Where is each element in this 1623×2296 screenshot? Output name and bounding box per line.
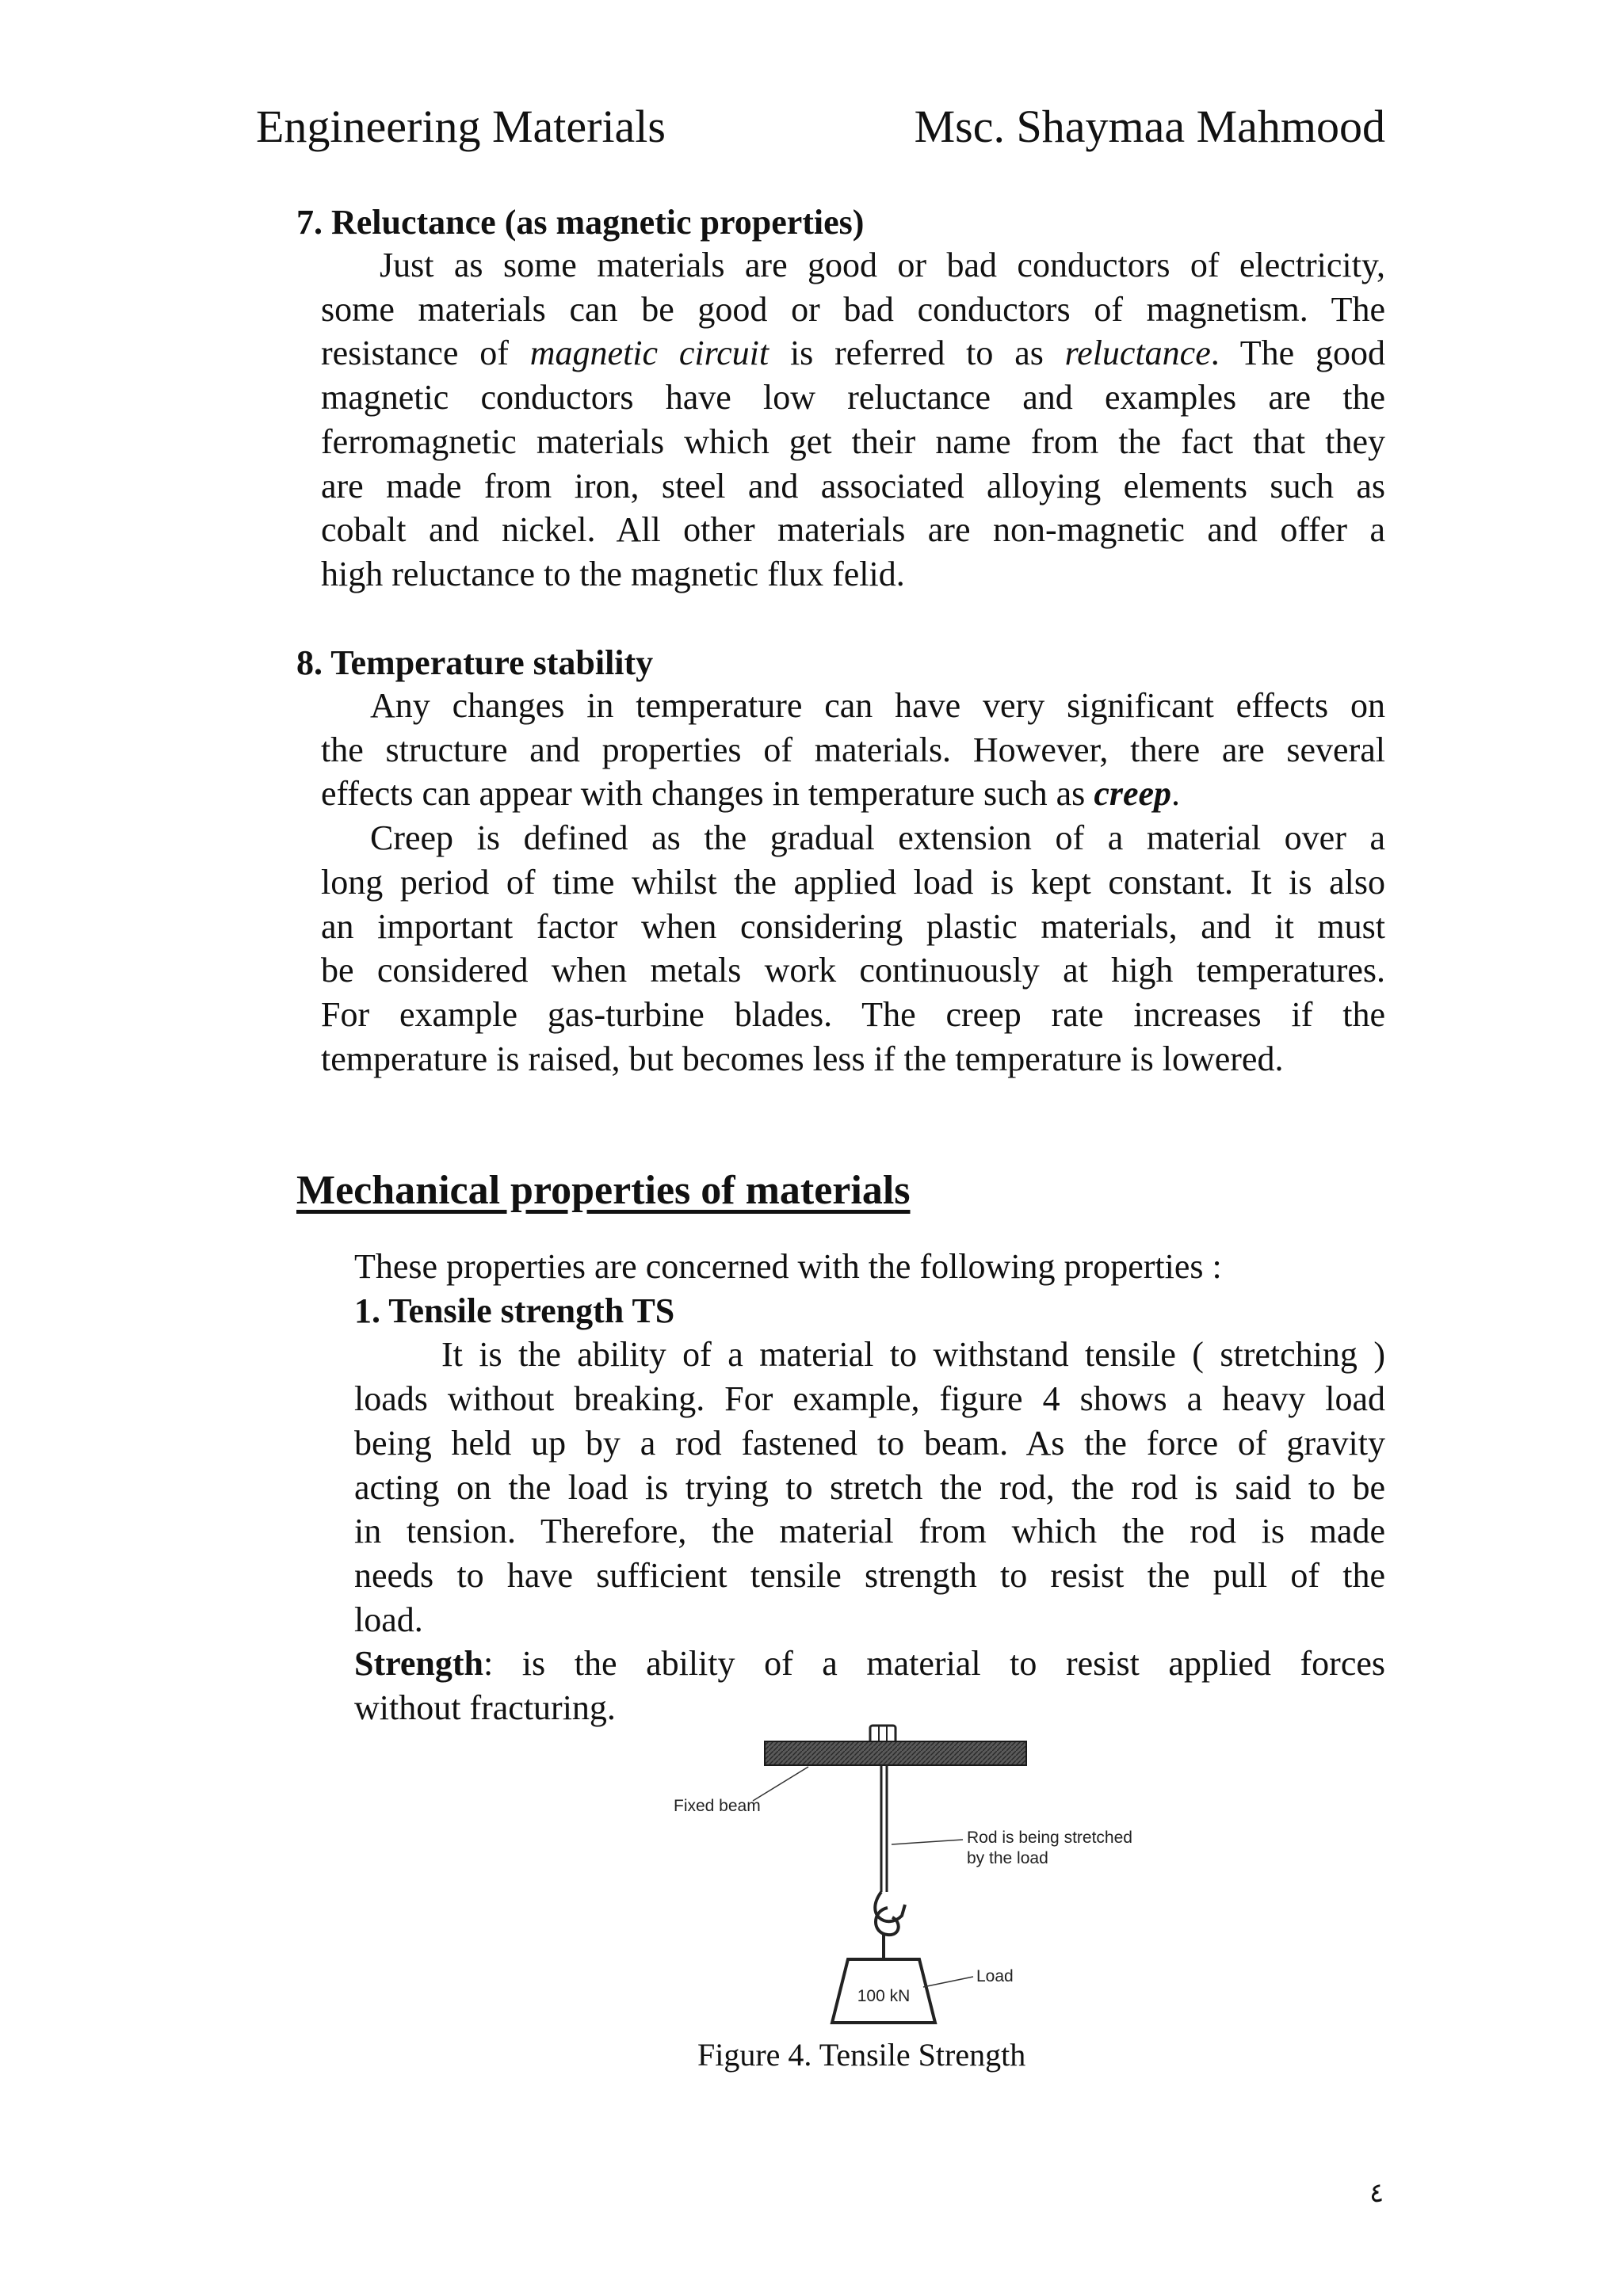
text-line: magnetic conductors have low reluctance and examples are the [321, 378, 1385, 418]
text-line: temperature is raised, but becomes less if the temperature is lowered. [321, 1039, 1284, 1078]
section-temperature-body [321, 684, 1385, 1081]
text-line: long period of time whilst the applied load is kept constant. It is also [321, 862, 1385, 902]
text-line: are made from iron, steel and associated alloying elements such as [321, 466, 1385, 505]
section-temperature-title: 8. Temperature stability [296, 643, 654, 682]
page-number: ٤ [1369, 2179, 1384, 2208]
label-rod-line2: by the load [967, 1849, 1048, 1867]
text-line [321, 331, 1385, 376]
section-reluctance-title: 7. Reluctance (as magnetic properties) [296, 203, 865, 242]
header-title: Engineering Materials [256, 101, 666, 152]
text-line: needs to have sufficient tensile strength to resist the pull of the [354, 1555, 1385, 1595]
italic-term: reluctance [1064, 334, 1211, 373]
text-line [321, 772, 1385, 816]
text-line: It is the ability of a material to withstand tensile ( stretching ) [441, 1335, 1385, 1375]
text-line: cobalt and nickel. All other materials are non-magnetic and offer a [321, 510, 1385, 550]
text-line: Any changes in temperature can have very significant effects on [370, 686, 1385, 725]
text-line: in tension. Therefore, the material from which the rod is made [354, 1512, 1385, 1551]
text-line: load. [354, 1600, 423, 1639]
tensile-strength-figure [650, 1718, 1173, 2050]
load-value: 100 kN [857, 1987, 911, 2005]
label-rod-line1: Rod is being stretched [967, 1829, 1132, 1847]
bold-italic-term: creep [1094, 774, 1172, 814]
text-line: be considered when metals work continuously at high temperatures. [321, 951, 1385, 990]
text-run: is referred to as [769, 334, 1065, 373]
fixed-beam [765, 1741, 1026, 1765]
label-load: Load [976, 1967, 1014, 1985]
text-line: Creep is defined as the gradual extension of a material over a [370, 818, 1385, 858]
section-mechanical-body [354, 1245, 1385, 1730]
text-line: Just as some materials are good or bad conductors of electricity, [380, 246, 1385, 284]
italic-term: magnetic circuit [529, 334, 769, 373]
bold-term: Strength [354, 1644, 483, 1684]
text-line: loads without breaking. For example, figure 4 shows a heavy load [354, 1379, 1385, 1419]
text-run: . [1171, 774, 1181, 814]
upper-hook [875, 1892, 905, 1921]
subsection-tensile-title: 1. Tensile strength TS [354, 1291, 675, 1330]
section-reluctance-body [321, 243, 1385, 597]
section-mechanical-title: Mechanical properties of materials [296, 1168, 911, 1213]
text-line: without fracturing. [354, 1688, 616, 1728]
text-line [354, 1642, 1385, 1686]
leader-rod [892, 1840, 963, 1844]
text-line: an important factor when considering plastic materials, and it must [321, 906, 1385, 946]
figure-caption: Figure 4. Tensile Strength [697, 2037, 1026, 2073]
bolt-head [870, 1726, 896, 1743]
text-line: ferromagnetic materials which get their name from the fact that they [321, 421, 1385, 461]
text-run: : is the ability of a material to resist applied forces [483, 1644, 1385, 1684]
text-run: resistance of [321, 334, 530, 373]
text-run: effects can appear with changes in temperature such as [321, 774, 1094, 814]
text-line: acting on the load is trying to stretch the rod, the rod is said to be [354, 1467, 1385, 1507]
text-line: some materials can be good or bad conductors of magnetism. The [321, 289, 1385, 329]
text-line: high reluctance to the magnetic flux felid. [321, 554, 905, 593]
leader-load [923, 1977, 973, 1987]
text-line: the structure and properties of materials. However, there are several [321, 730, 1385, 769]
text-line: For example gas-turbine blades. The creep rate increases if the [321, 994, 1385, 1034]
label-fixed-beam: Fixed beam [674, 1797, 761, 1815]
text-line: These properties are concerned with the following properties : [354, 1247, 1222, 1286]
leader-fixed-beam [753, 1767, 808, 1801]
header-author: Msc. Shaymaa Mahmood [914, 101, 1385, 152]
text-run: . The good [1210, 334, 1385, 373]
text-line: being held up by a rod fastened to beam. As the force of gravity [354, 1423, 1385, 1463]
